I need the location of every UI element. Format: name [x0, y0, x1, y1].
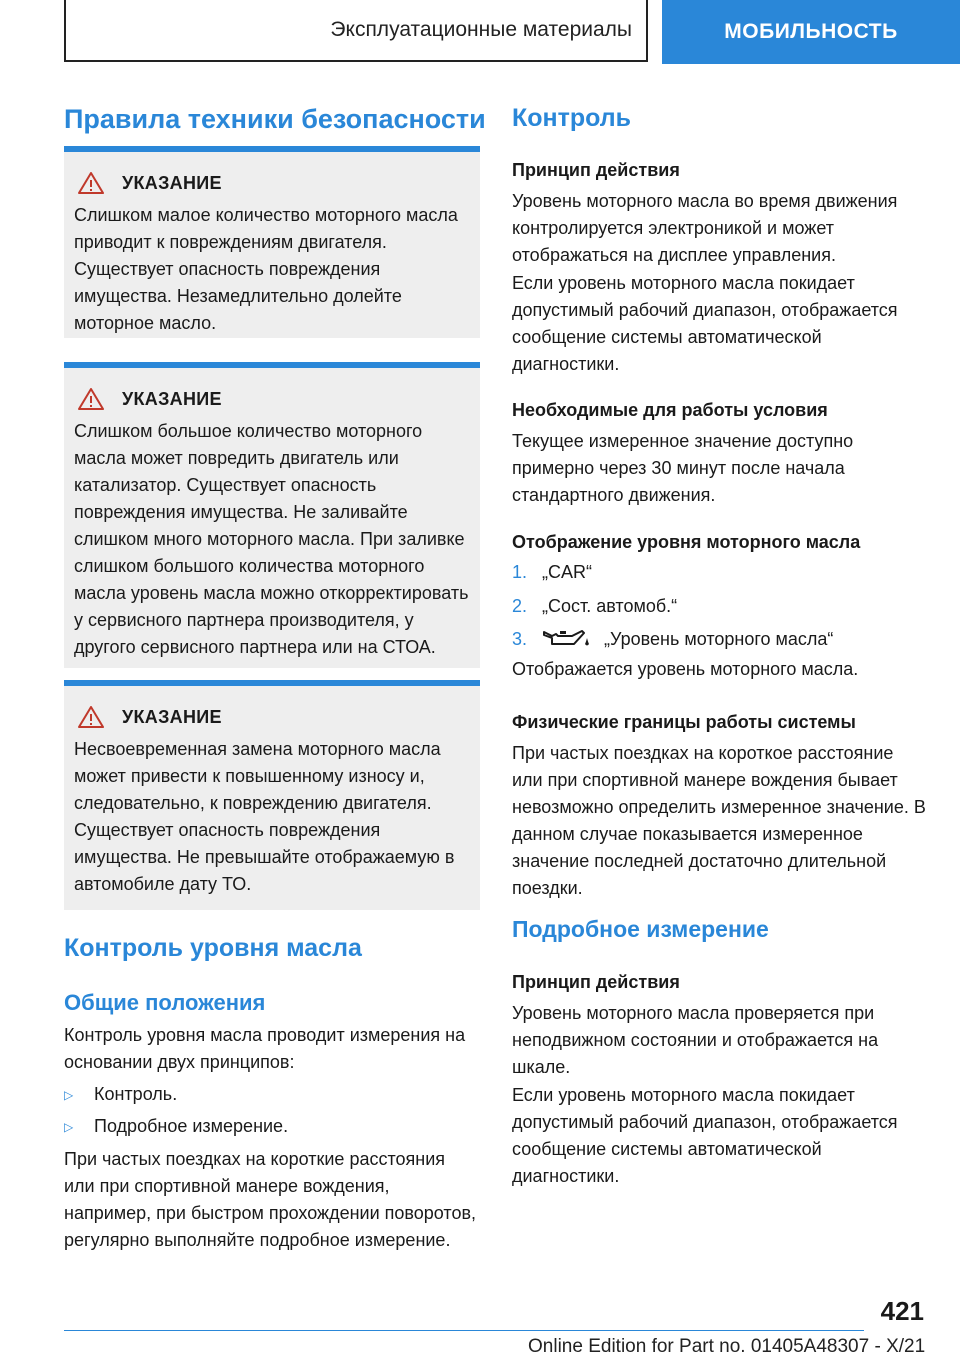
warning-text: Слишком малое количество моторного масла приводит к повреждениям двигателя. Существует опасность повреждения имущества. Незамедлительно долейте моторное масло.	[74, 205, 458, 333]
display-result: Отображается уровень моторного масла.	[512, 659, 859, 679]
warning-text: Слишком большое количество моторного масла может повредить двигатель или катализатор. Существует опасность повреждения имущества. Не заливайте слишком много моторного масла. При заливке слишком большого количества моторного масла уровень масла можно откорректировать у сервисного партнера производителя, у другого сервисного партнера или на СТОА.	[74, 421, 469, 657]
footer-edition: Online Edition for Part no. 01405A48307 - X/21	[528, 1336, 926, 1357]
principle-text-1: Уровень моторного масла во время движения контролируется электроникой и может отображаться на дисплее управления.	[512, 191, 898, 265]
conditions-text: Текущее измеренное значение доступно примерно через 30 минут после начала стандартного движения.	[512, 431, 854, 505]
section-title: Контроль уровня масла	[64, 934, 362, 962]
warning-box-2	[64, 362, 480, 668]
list-item	[512, 596, 677, 617]
detailed-text-1: Уровень моторного масла проверяется при неподвижном состоянии и отображается на шкале.	[512, 1003, 879, 1077]
warning-box-1	[64, 146, 480, 338]
step-number: 1.	[512, 562, 528, 582]
detailed-title: Подробное измерение	[512, 916, 769, 942]
header-section-tab	[64, 0, 648, 62]
limits-title: Физические границы работы системы	[512, 712, 856, 732]
footer-divider	[64, 1330, 864, 1331]
control-title: Контроль	[512, 104, 632, 132]
list-item	[512, 628, 833, 650]
display-title: Отображение уровня моторного масла	[512, 532, 861, 552]
warning-text: Несвоевременная замена моторного масла может привести к повышенному износу и, следовательно, к повреждению двигателя. Существует опасность повреждения имущества. Не превышайте отображаемую в автомобиле дату ТО.	[74, 739, 455, 894]
general-intro: Контроль уровня масла проводит измерения на основании двух принципов:	[64, 1025, 466, 1072]
list-item-text: Контроль.	[94, 1084, 178, 1104]
header-chapter-tab	[662, 0, 960, 64]
principle-text-2: Если уровень моторного масла покидает допустимый рабочий диапазон, отображается сообщение системы автоматической диагностики.	[512, 273, 898, 374]
conditions-title: Необходимые для работы условия	[512, 400, 828, 420]
warning-label: УКАЗАНИЕ	[122, 388, 222, 409]
warning-label: УКАЗАНИЕ	[122, 172, 222, 193]
limits-text: При частых поездках на короткое расстояние или при спортивной манере вождения бывает невозможно определить измеренное значение. В данном случае показывается измеренное значение последней достаточно длительной поездки.	[512, 743, 926, 898]
step-text: „Сост. автомоб.“	[542, 596, 678, 616]
header-chapter-label: МОБИЛЬНОСТЬ	[724, 20, 898, 43]
list-item	[64, 1084, 177, 1105]
step-number: 3.	[512, 628, 528, 649]
warning-label: УКАЗАНИЕ	[122, 706, 222, 727]
list-item	[512, 562, 592, 583]
list-item	[64, 1116, 288, 1137]
warning-triangle-icon	[78, 705, 104, 729]
general-outro: При частых поездках на короткие расстояния или при спортивной манере вождения, например, при быстром прохождении поворотов, регулярно выполняйте подробное измерение.	[64, 1149, 477, 1250]
detailed-text-2: Если уровень моторного масла покидает допустимый рабочий диапазон, отображается сообщение системы автоматической диагностики.	[512, 1085, 898, 1186]
safety-title: Правила техники безопасности	[64, 104, 486, 134]
step-number: 2.	[512, 596, 528, 616]
triangle-bullet-icon: ▷	[64, 1119, 74, 1134]
warning-box-3	[64, 680, 480, 910]
list-item-text: Подробное измерение.	[94, 1116, 289, 1136]
triangle-bullet-icon: ▷	[64, 1087, 74, 1102]
general-title: Общие положения	[64, 990, 266, 1015]
detailed-principle-title: Принцип действия	[512, 972, 680, 992]
warning-triangle-icon	[78, 171, 104, 195]
page-number: 421	[880, 1296, 924, 1326]
warning-triangle-icon	[78, 387, 104, 411]
principle-title: Принцип действия	[512, 160, 680, 180]
step-text: „CAR“	[542, 562, 592, 582]
step-text: „Уровень моторного масла“	[604, 628, 834, 649]
oil-can-icon	[542, 628, 592, 650]
header-section-label: Эксплуатационные материалы	[330, 18, 632, 41]
